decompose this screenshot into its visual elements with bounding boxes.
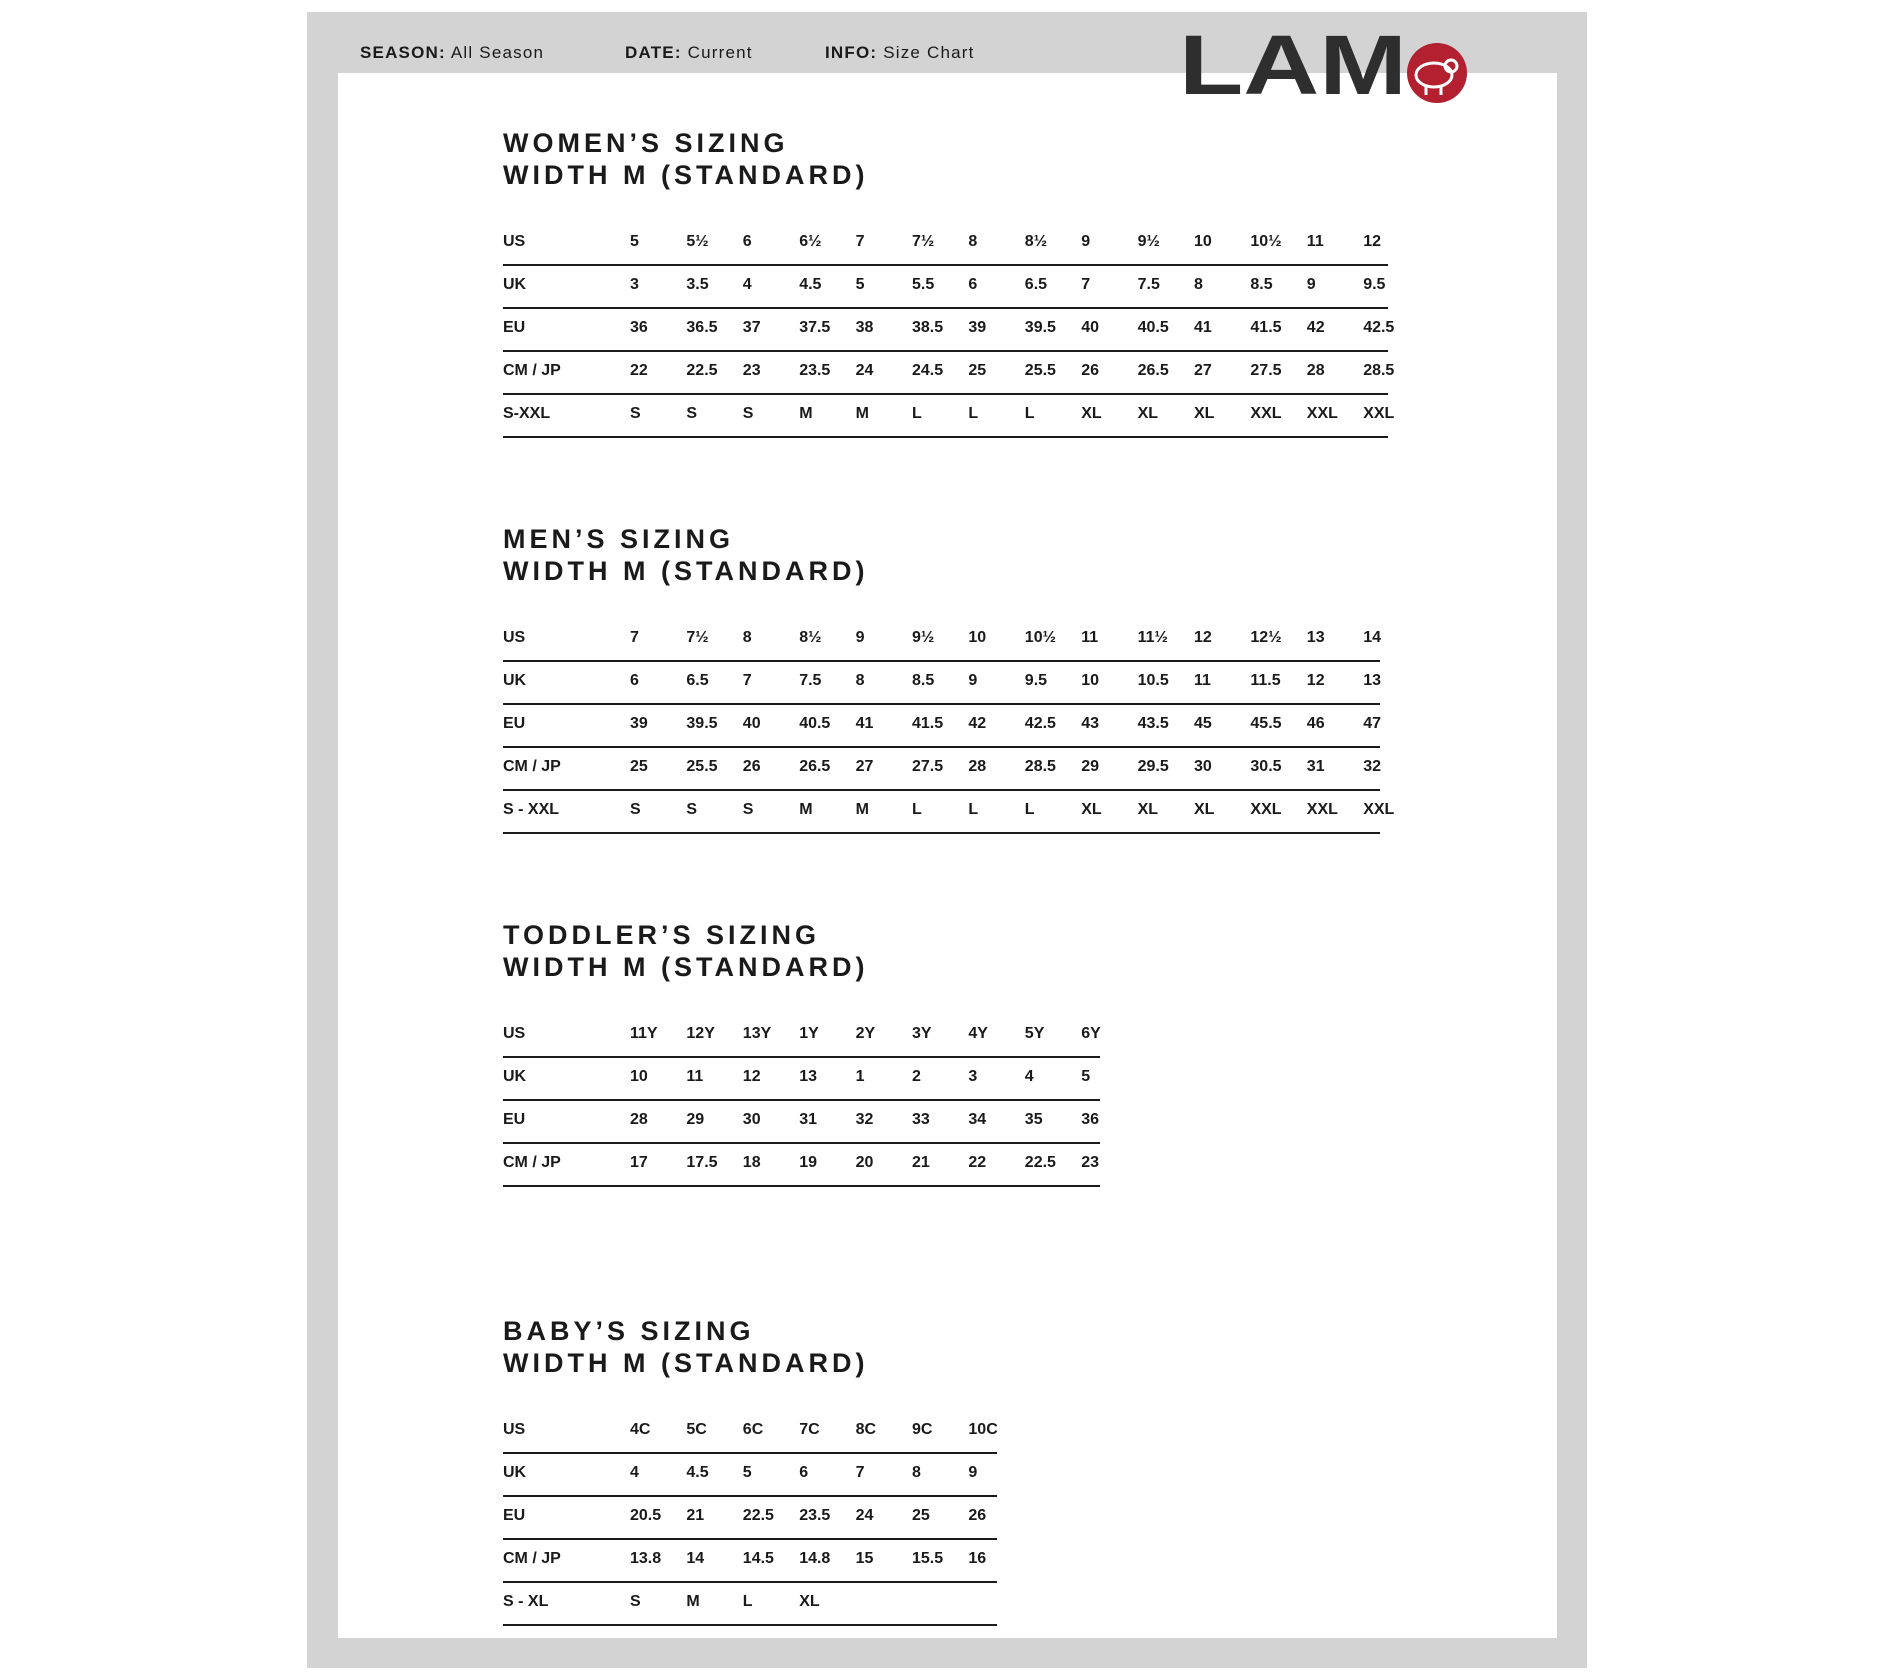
table-cell: 7.5 bbox=[799, 672, 822, 689]
table-cell: 6 bbox=[799, 1464, 809, 1481]
row-label: UK bbox=[503, 1068, 527, 1085]
table-cell: 6½ bbox=[799, 233, 822, 250]
table-cell: 27.5 bbox=[1250, 362, 1282, 379]
table-cell: 10½ bbox=[1024, 629, 1056, 646]
mens-sizing-section bbox=[503, 523, 1395, 818]
section-title bbox=[503, 523, 868, 587]
lam-logo bbox=[1179, 29, 1479, 105]
section-title-line2: WIDTH M (STANDARD) bbox=[503, 556, 869, 586]
table-cell: 11 bbox=[686, 1068, 704, 1085]
table-cell: 40.5 bbox=[1137, 319, 1169, 336]
table-cell: S bbox=[686, 801, 698, 818]
table-cell: 11.5 bbox=[1250, 672, 1281, 689]
table-cell: 27 bbox=[1194, 362, 1212, 379]
table-cell: 3 bbox=[630, 276, 639, 293]
table-row bbox=[503, 1015, 1100, 1058]
table-cell: 23 bbox=[742, 362, 761, 379]
table-row bbox=[503, 1540, 997, 1583]
size-table bbox=[503, 223, 1395, 438]
table-cell: XL bbox=[1081, 405, 1102, 422]
table-row bbox=[503, 1497, 997, 1540]
row-label: UK bbox=[503, 1464, 527, 1481]
row-label: CM / JP bbox=[503, 1154, 561, 1171]
section-title-line2: WIDTH M (STANDARD) bbox=[503, 1348, 869, 1378]
table-cell: 21 bbox=[686, 1507, 705, 1524]
table-cell: 9 bbox=[1081, 233, 1091, 250]
table-cell: 6Y bbox=[1081, 1025, 1101, 1042]
size-table bbox=[503, 1411, 997, 1626]
table-cell: 23.5 bbox=[799, 1507, 831, 1524]
table-cell: 4 bbox=[630, 1464, 639, 1481]
table-cell: 11½ bbox=[1137, 629, 1168, 646]
table-cell: 25 bbox=[968, 362, 987, 379]
table-cell: 8½ bbox=[799, 629, 822, 646]
table-row bbox=[503, 352, 1395, 395]
table-cell: 11Y bbox=[630, 1025, 658, 1042]
table-cell: XXL bbox=[1250, 405, 1282, 422]
logo-wordmark: LAM bbox=[1179, 29, 1407, 105]
table-cell: 32 bbox=[1363, 758, 1381, 775]
table-cell: 43.5 bbox=[1137, 715, 1169, 732]
table-cell: 28 bbox=[968, 758, 987, 775]
table-cell: 9.5 bbox=[1363, 276, 1386, 293]
table-cell: 25 bbox=[630, 758, 648, 775]
table-row bbox=[503, 791, 1395, 834]
table-cell: 36 bbox=[630, 319, 648, 336]
table-cell: 42 bbox=[968, 715, 987, 732]
table-cell: 28.5 bbox=[1024, 758, 1056, 775]
table-cell: 1 bbox=[855, 1068, 865, 1085]
table-cell: 19 bbox=[799, 1154, 817, 1171]
table-cell: 23.5 bbox=[799, 362, 831, 379]
table-cell: 38.5 bbox=[912, 319, 944, 336]
table-cell: L bbox=[1024, 405, 1035, 422]
table-cell: XL bbox=[1137, 405, 1159, 422]
table-cell: 39 bbox=[968, 319, 987, 336]
row-label: US bbox=[503, 1421, 526, 1438]
table-cell: 26 bbox=[968, 1507, 987, 1524]
table-cell: XL bbox=[799, 1593, 820, 1610]
row-label: EU bbox=[503, 1507, 526, 1524]
table-cell: 26.5 bbox=[1137, 362, 1169, 379]
table-cell: 7.5 bbox=[1137, 276, 1160, 293]
table-cell: L bbox=[968, 801, 979, 818]
table-cell: 8.5 bbox=[912, 672, 935, 689]
section-title-line2: WIDTH M (STANDARD) bbox=[503, 160, 869, 190]
table-cell: 33 bbox=[912, 1111, 930, 1128]
date-label: DATE: bbox=[625, 43, 682, 62]
table-cell: 22 bbox=[968, 1154, 987, 1171]
table-cell: M bbox=[799, 801, 813, 818]
table-cell: 5 bbox=[855, 276, 865, 293]
table-cell: 26 bbox=[1081, 362, 1099, 379]
table-cell: 28.5 bbox=[1363, 362, 1395, 379]
table-row bbox=[503, 1583, 997, 1626]
table-cell: 17.5 bbox=[686, 1154, 718, 1171]
womens-sizing-section bbox=[503, 127, 1395, 422]
table-cell: 3 bbox=[968, 1068, 978, 1085]
table-cell: 30.5 bbox=[1250, 758, 1282, 775]
table-cell: 5Y bbox=[1024, 1025, 1045, 1042]
section-title bbox=[503, 919, 868, 983]
table-cell: 37 bbox=[742, 319, 761, 336]
table-cell: 41 bbox=[1194, 319, 1212, 336]
table-cell: 22.5 bbox=[686, 362, 718, 379]
table-row bbox=[503, 619, 1380, 662]
table-cell: 24.5 bbox=[912, 362, 944, 379]
sheep-icon bbox=[1407, 43, 1467, 103]
table-cell: 42 bbox=[1306, 319, 1325, 336]
table-cell: 11 bbox=[1081, 629, 1099, 646]
table-cell: M bbox=[686, 1593, 700, 1610]
row-label: CM / JP bbox=[503, 362, 561, 379]
table-cell: 40 bbox=[1081, 319, 1099, 336]
row-label: EU bbox=[503, 319, 526, 336]
table-cell: 41 bbox=[855, 715, 874, 732]
section-title-line1: TODDLER’S SIZING bbox=[503, 920, 821, 950]
table-cell: 36.5 bbox=[686, 319, 718, 336]
table-cell: 41.5 bbox=[912, 715, 944, 732]
table-cell: 40.5 bbox=[799, 715, 831, 732]
table-cell: 8C bbox=[855, 1421, 877, 1438]
table-cell: 13Y bbox=[742, 1025, 772, 1042]
table-cell: S bbox=[686, 405, 698, 422]
table-cell: 12 bbox=[1363, 233, 1381, 250]
table-cell: S bbox=[630, 405, 641, 422]
table-cell: 22 bbox=[630, 362, 648, 379]
table-cell: 34 bbox=[968, 1111, 987, 1128]
table-cell: 21 bbox=[912, 1154, 930, 1171]
table-cell: 5½ bbox=[686, 233, 709, 250]
table-cell: 8 bbox=[742, 629, 752, 646]
table-cell: 9½ bbox=[1137, 233, 1160, 250]
table-cell: 9C bbox=[912, 1421, 933, 1438]
table-cell: XXL bbox=[1363, 801, 1395, 818]
table-cell: 7 bbox=[630, 629, 639, 646]
table-cell: 24 bbox=[855, 1507, 874, 1524]
table-cell: 7C bbox=[799, 1421, 820, 1438]
table-cell: 39 bbox=[630, 715, 648, 732]
table-cell: 26 bbox=[742, 758, 761, 775]
table-row bbox=[503, 395, 1395, 438]
table-cell: 27.5 bbox=[912, 758, 944, 775]
table-cell: XL bbox=[1194, 801, 1215, 818]
table-row bbox=[503, 662, 1380, 705]
table-cell: 22.5 bbox=[742, 1507, 774, 1524]
table-cell: 8.5 bbox=[1250, 276, 1273, 293]
table-cell: 40 bbox=[742, 715, 761, 732]
table-cell: 6C bbox=[742, 1421, 764, 1438]
date-value: Current bbox=[687, 43, 753, 62]
table-cell: 12Y bbox=[686, 1025, 715, 1042]
table-row bbox=[503, 1144, 1100, 1187]
table-cell: 9 bbox=[1306, 276, 1316, 293]
table-cell: 35 bbox=[1024, 1111, 1043, 1128]
row-label: UK bbox=[503, 276, 527, 293]
table-row bbox=[503, 1454, 997, 1497]
table-cell: 11 bbox=[1306, 233, 1324, 250]
table-cell: 12 bbox=[742, 1068, 761, 1085]
table-cell: 13 bbox=[1363, 672, 1381, 689]
table-cell: 1Y bbox=[799, 1025, 819, 1042]
table-cell: 8½ bbox=[1024, 233, 1048, 250]
table-cell: XL bbox=[1194, 405, 1215, 422]
table-row bbox=[503, 748, 1380, 791]
table-cell: 25.5 bbox=[686, 758, 718, 775]
table-cell: 12 bbox=[1306, 672, 1325, 689]
table-cell: 30 bbox=[742, 1111, 761, 1128]
section-title bbox=[503, 1315, 868, 1379]
table-cell: 5.5 bbox=[912, 276, 935, 293]
table-cell: XXL bbox=[1306, 405, 1338, 422]
toddlers-sizing-section bbox=[503, 919, 1101, 1171]
table-cell: 3.5 bbox=[686, 276, 709, 293]
size-table bbox=[503, 619, 1395, 834]
table-cell: L bbox=[912, 801, 922, 818]
table-cell: 31 bbox=[799, 1111, 817, 1128]
table-cell: 9 bbox=[968, 1464, 978, 1481]
table-cell: 42.5 bbox=[1363, 319, 1395, 336]
table-cell: 20.5 bbox=[630, 1507, 662, 1524]
size-table bbox=[503, 1015, 1100, 1187]
table-row bbox=[503, 309, 1395, 352]
table-cell: 7½ bbox=[686, 629, 709, 646]
table-cell: 32 bbox=[855, 1111, 874, 1128]
info-value: Size Chart bbox=[883, 43, 975, 62]
table-cell: 15.5 bbox=[912, 1550, 944, 1567]
table-cell: 42.5 bbox=[1024, 715, 1056, 732]
table-row bbox=[503, 1411, 997, 1454]
table-cell: 15 bbox=[855, 1550, 874, 1567]
row-label: CM / JP bbox=[503, 758, 561, 775]
table-cell: XXL bbox=[1306, 801, 1338, 818]
table-cell: 18 bbox=[742, 1154, 761, 1171]
table-cell: 6 bbox=[968, 276, 978, 293]
row-label: EU bbox=[503, 715, 526, 732]
row-label: EU bbox=[503, 1111, 526, 1128]
table-cell: 6.5 bbox=[1024, 276, 1048, 293]
table-cell: 10.5 bbox=[1137, 672, 1169, 689]
table-cell: XXL bbox=[1250, 801, 1282, 818]
table-cell: 14.5 bbox=[742, 1550, 774, 1567]
table-cell: 22.5 bbox=[1024, 1154, 1056, 1171]
table-row bbox=[503, 223, 1388, 266]
table-cell: 10 bbox=[1081, 672, 1099, 689]
table-cell: L bbox=[968, 405, 979, 422]
table-cell: 2Y bbox=[855, 1025, 876, 1042]
table-cell: 24 bbox=[855, 362, 874, 379]
table-cell: 4 bbox=[1024, 1068, 1034, 1085]
table-row bbox=[503, 266, 1388, 309]
season-meta bbox=[360, 43, 544, 63]
table-cell: S bbox=[742, 801, 754, 818]
table-cell: M bbox=[855, 405, 869, 422]
table-cell: XL bbox=[1137, 801, 1159, 818]
table-cell: 4.5 bbox=[799, 276, 822, 293]
table-cell: 30 bbox=[1194, 758, 1212, 775]
table-cell: 10 bbox=[1194, 233, 1212, 250]
row-label: S - XL bbox=[503, 1593, 549, 1610]
table-cell: 25.5 bbox=[1024, 362, 1056, 379]
table-cell: 46 bbox=[1306, 715, 1325, 732]
table-cell: 39.5 bbox=[1024, 319, 1056, 336]
table-cell: 13 bbox=[1306, 629, 1325, 646]
season-label: SEASON: bbox=[360, 43, 446, 62]
table-cell: L bbox=[742, 1593, 753, 1610]
table-row bbox=[503, 705, 1380, 748]
table-cell: 9 bbox=[968, 672, 978, 689]
table-cell: 8 bbox=[968, 233, 978, 250]
table-cell: M bbox=[799, 405, 813, 422]
table-cell: 14 bbox=[686, 1550, 705, 1567]
table-cell: XL bbox=[1081, 801, 1102, 818]
table-cell: 10C bbox=[968, 1421, 998, 1438]
section-title-line2: WIDTH M (STANDARD) bbox=[503, 952, 869, 982]
table-cell: 43 bbox=[1081, 715, 1099, 732]
table-cell: 4Y bbox=[968, 1025, 988, 1042]
table-row bbox=[503, 1101, 1100, 1144]
table-cell: S bbox=[742, 405, 754, 422]
table-cell: 29 bbox=[686, 1111, 705, 1128]
table-cell: 11 bbox=[1194, 672, 1211, 689]
table-cell: 17 bbox=[630, 1154, 648, 1171]
row-label: S-XXL bbox=[503, 405, 551, 422]
table-cell: 14 bbox=[1363, 629, 1381, 646]
table-cell: 5 bbox=[630, 233, 639, 250]
info-label: INFO: bbox=[825, 43, 878, 62]
section-title-line1: MEN’S SIZING bbox=[503, 524, 735, 554]
babys-sizing-section bbox=[503, 1315, 998, 1610]
table-cell: 16 bbox=[968, 1550, 987, 1567]
table-row bbox=[503, 1058, 1100, 1101]
table-cell: 6 bbox=[742, 233, 752, 250]
table-cell: 4C bbox=[630, 1421, 651, 1438]
table-cell: 29 bbox=[1081, 758, 1099, 775]
table-cell: 5C bbox=[686, 1421, 707, 1438]
table-cell: 25 bbox=[912, 1507, 930, 1524]
table-cell: 7½ bbox=[912, 233, 935, 250]
table-cell: 14.8 bbox=[799, 1550, 831, 1567]
table-cell: XXL bbox=[1363, 405, 1395, 422]
table-cell: 6 bbox=[630, 672, 639, 689]
table-cell: 28 bbox=[630, 1111, 648, 1128]
table-cell: 9.5 bbox=[1024, 672, 1048, 689]
table-cell: 31 bbox=[1306, 758, 1325, 775]
row-label: US bbox=[503, 233, 526, 250]
date-meta bbox=[625, 43, 753, 63]
table-cell: 8 bbox=[855, 672, 865, 689]
section-title-line1: WOMEN’S SIZING bbox=[503, 128, 789, 158]
table-cell: 28 bbox=[1306, 362, 1325, 379]
table-cell: 10 bbox=[968, 629, 987, 646]
table-cell: 7 bbox=[855, 233, 865, 250]
table-cell: 8 bbox=[1194, 276, 1203, 293]
table-cell: 7 bbox=[1081, 276, 1091, 293]
table-cell: 39.5 bbox=[686, 715, 718, 732]
table-cell: 45 bbox=[1194, 715, 1212, 732]
table-cell: 20 bbox=[855, 1154, 874, 1171]
table-cell: 27 bbox=[855, 758, 874, 775]
table-cell: 38 bbox=[855, 319, 874, 336]
table-cell: 8 bbox=[912, 1464, 921, 1481]
table-cell: S bbox=[630, 1593, 641, 1610]
table-cell: S bbox=[630, 801, 641, 818]
table-cell: 13 bbox=[799, 1068, 817, 1085]
table-cell: 5 bbox=[1081, 1068, 1091, 1085]
row-label: CM / JP bbox=[503, 1550, 561, 1567]
table-cell: 3Y bbox=[912, 1025, 932, 1042]
table-cell: 36 bbox=[1081, 1111, 1099, 1128]
table-cell: 9½ bbox=[912, 629, 935, 646]
info-meta bbox=[825, 43, 975, 63]
table-cell: 26.5 bbox=[799, 758, 831, 775]
table-cell: 4.5 bbox=[686, 1464, 709, 1481]
section-title-line1: BABY’S SIZING bbox=[503, 1316, 755, 1346]
table-cell: 9 bbox=[855, 629, 865, 646]
table-cell: 13.8 bbox=[630, 1550, 662, 1567]
table-cell: 2 bbox=[912, 1068, 921, 1085]
table-cell: 45.5 bbox=[1250, 715, 1282, 732]
table-cell: M bbox=[855, 801, 869, 818]
row-label: US bbox=[503, 1025, 526, 1042]
table-cell: 4 bbox=[742, 276, 752, 293]
table-cell: 10 bbox=[630, 1068, 648, 1085]
table-cell: 12 bbox=[1194, 629, 1212, 646]
table-cell: 7 bbox=[742, 672, 752, 689]
table-cell: 12½ bbox=[1250, 629, 1282, 646]
table-cell: 23 bbox=[1081, 1154, 1099, 1171]
section-title bbox=[503, 127, 868, 191]
row-label: UK bbox=[503, 672, 527, 689]
table-cell: L bbox=[1024, 801, 1035, 818]
table-cell: 7 bbox=[855, 1464, 865, 1481]
row-label: US bbox=[503, 629, 526, 646]
table-cell: 47 bbox=[1363, 715, 1381, 732]
table-cell: 6.5 bbox=[686, 672, 709, 689]
table-cell: 10½ bbox=[1250, 233, 1282, 250]
table-cell: 37.5 bbox=[799, 319, 831, 336]
table-cell: 29.5 bbox=[1137, 758, 1169, 775]
table-cell: 41.5 bbox=[1250, 319, 1282, 336]
season-value: All Season bbox=[450, 43, 545, 62]
table-cell: L bbox=[912, 405, 922, 422]
table-cell: 5 bbox=[742, 1464, 752, 1481]
row-label: S - XXL bbox=[503, 801, 560, 818]
